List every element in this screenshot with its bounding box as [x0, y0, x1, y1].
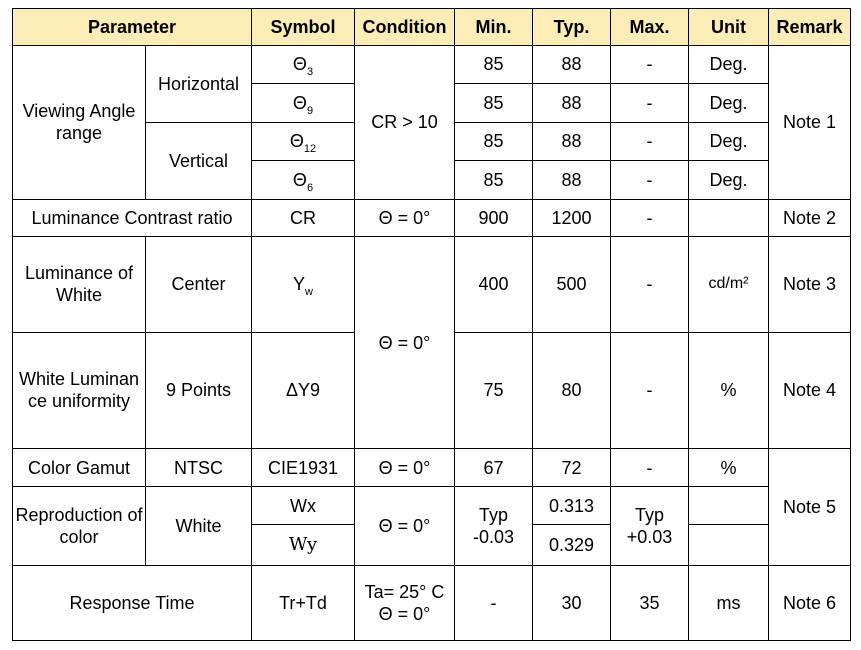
gamut-sub-label: NTSC [146, 449, 252, 487]
viewing-angle-label: Viewing Angle range [13, 45, 146, 199]
lum-white-label: Luminance of White [13, 237, 146, 332]
lum-white-symbol: $Y_w$ [252, 237, 355, 332]
table-row [13, 486, 851, 525]
contrast-min: 900 [455, 199, 533, 237]
viewing-symbol: $\Theta_3$ [252, 45, 355, 84]
contrast-typ: 1200 [533, 199, 611, 237]
reproduction-sub-label: White [146, 486, 252, 565]
response-condition [355, 565, 455, 640]
reproduction-min-line2: -0.03 [472, 526, 515, 547]
lum-white-remark: Note 3 [769, 237, 851, 332]
viewing-min: 85 [455, 84, 533, 123]
viewing-min: 85 [455, 45, 533, 84]
viewing-typ: 88 [533, 122, 611, 161]
viewing-unit: Deg. [689, 45, 769, 84]
viewing-max: - [611, 122, 689, 161]
lum-white-unit: cd/m² [689, 237, 769, 332]
header-symbol: Symbol [252, 9, 355, 46]
lum-white-min: 400 [455, 237, 533, 332]
table-row [13, 449, 851, 487]
response-label: Response Time [13, 565, 252, 640]
optical-spec-table [12, 8, 851, 641]
header-parameter: Parameter [13, 9, 252, 46]
table-row [13, 237, 851, 332]
reproduction-typ-wx: 0.313 [533, 486, 611, 525]
contrast-unit [689, 199, 769, 237]
contrast-symbol: CR [252, 199, 355, 237]
gamut-max: - [611, 449, 689, 487]
gamut-min: 67 [455, 449, 533, 487]
contrast-remark: Note 2 [769, 199, 851, 237]
viewing-vertical-label: Vertical [146, 122, 252, 199]
uniformity-unit: % [689, 332, 769, 449]
header-remark: Remark [769, 9, 851, 46]
response-min: - [455, 565, 533, 640]
contrast-label: Luminance Contrast ratio [13, 199, 252, 237]
response-max: 35 [611, 565, 689, 640]
viewing-min: 85 [455, 122, 533, 161]
viewing-typ: 88 [533, 45, 611, 84]
viewing-typ: 88 [533, 161, 611, 200]
response-condition-line1: Ta= 25° C [364, 581, 445, 602]
reproduction-wy: Wy [252, 525, 355, 566]
contrast-max: - [611, 199, 689, 237]
response-condition-line2: Θ = 0° [378, 603, 431, 624]
lum-white-max: - [611, 237, 689, 332]
uniformity-typ: 80 [533, 332, 611, 449]
reproduction-wx: Wx [252, 486, 355, 525]
gamut-condition: Θ = 0° [355, 449, 455, 487]
reproduction-max-line1: Typ [634, 504, 664, 525]
viewing-unit: Deg. [689, 122, 769, 161]
viewing-unit: Deg. [689, 84, 769, 123]
shared-condition: Θ = 0° [355, 237, 455, 449]
viewing-symbol: $\Theta_{12}$ [252, 122, 355, 161]
header-max: Max. [611, 9, 689, 46]
uniformity-sub-label: 9 Points [146, 332, 252, 449]
gamut-typ: 72 [533, 449, 611, 487]
viewing-typ: 88 [533, 84, 611, 123]
viewing-remark: Note 1 [769, 45, 851, 199]
viewing-max: - [611, 161, 689, 200]
viewing-horizontal-label: Horizontal [146, 45, 252, 122]
table-row [13, 45, 851, 84]
reproduction-max [611, 486, 689, 565]
header-condition: Condition [355, 9, 455, 46]
response-typ: 30 [533, 565, 611, 640]
uniformity-min: 75 [455, 332, 533, 449]
response-unit: ms [689, 565, 769, 640]
reproduction-unit [689, 525, 769, 566]
reproduction-max-line2: +0.03 [626, 526, 673, 547]
lum-white-typ: 500 [533, 237, 611, 332]
reproduction-typ-wy: 0.329 [533, 525, 611, 566]
reproduction-label: Reproduction of color [13, 486, 146, 565]
lum-white-sub-label: Center [146, 237, 252, 332]
uniformity-max: - [611, 332, 689, 449]
viewing-unit: Deg. [689, 161, 769, 200]
reproduction-min [455, 486, 533, 565]
reproduction-unit [689, 486, 769, 525]
uniformity-remark: Note 4 [769, 332, 851, 449]
header-row [13, 9, 851, 46]
table-row [13, 199, 851, 237]
viewing-max: - [611, 45, 689, 84]
gamut-unit: % [689, 449, 769, 487]
gamut-label: Color Gamut [13, 449, 146, 487]
uniformity-label: White Luminan ce uniformity [13, 332, 146, 449]
response-symbol: Tr+Td [252, 565, 355, 640]
table-row [13, 565, 851, 640]
viewing-max: - [611, 84, 689, 123]
header-typ: Typ. [533, 9, 611, 46]
reproduction-remark: Note 5 [769, 449, 851, 566]
viewing-symbol: $\Theta_6$ [252, 161, 355, 200]
reproduction-condition: Θ = 0° [355, 486, 455, 565]
gamut-symbol: CIE1931 [252, 449, 355, 487]
reproduction-min-line1: Typ [478, 504, 508, 525]
viewing-min: 85 [455, 161, 533, 200]
header-min: Min. [455, 9, 533, 46]
header-unit: Unit [689, 9, 769, 46]
response-remark: Note 6 [769, 565, 851, 640]
uniformity-symbol: ΔY9 [252, 332, 355, 449]
viewing-condition: CR > 10 [355, 45, 455, 199]
viewing-symbol: $\Theta_9$ [252, 84, 355, 123]
contrast-condition: Θ = 0° [355, 199, 455, 237]
